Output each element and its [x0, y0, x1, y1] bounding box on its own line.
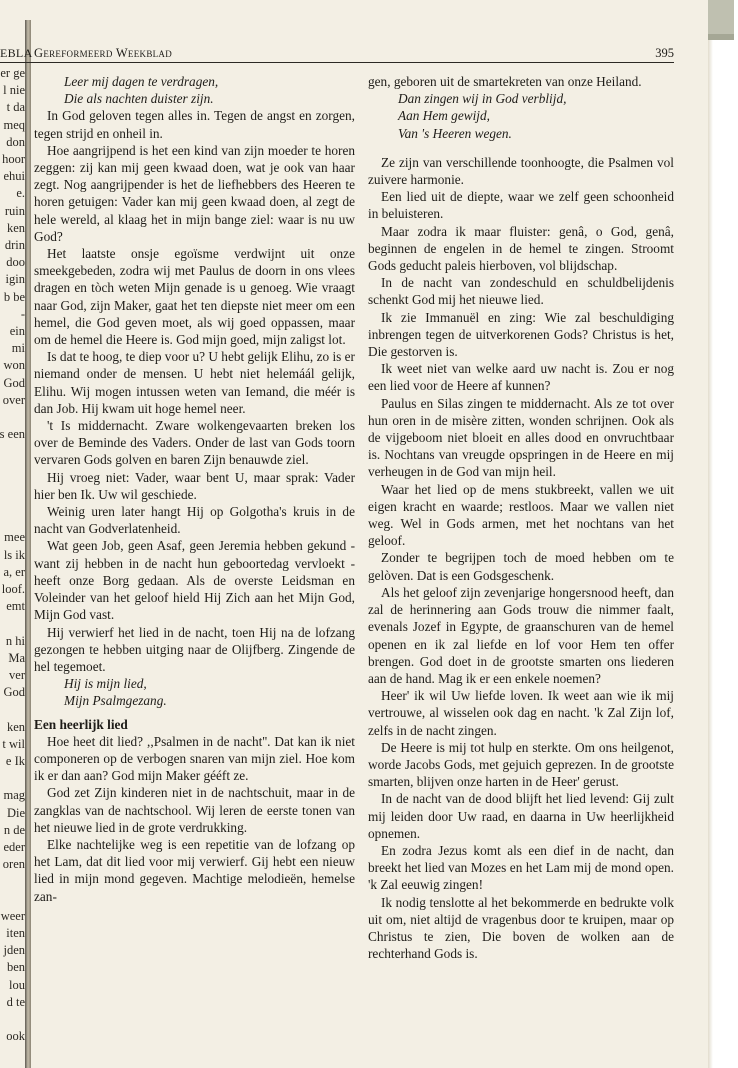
- paragraph: De Heere is mij tot hulp en sterkte. Om ons heilgenot, worde Jacobs Gods, met gejuich geprezen. In de grootste smarten, blijven onze harten in de Heer' gerust.: [368, 739, 674, 790]
- strip-fragment: weer: [0, 908, 25, 923]
- publication-title: Gereformeerd Weekblad: [34, 46, 173, 60]
- strip-fragment: t wil: [2, 736, 25, 751]
- strip-fragment: hoor: [2, 152, 25, 166]
- strip-fragment: t da: [6, 100, 25, 115]
- strip-fragment: er ge: [0, 66, 25, 80]
- paragraph-continuation: gen, geboren uit de smartekreten van onze Heiland.: [368, 74, 642, 89]
- strip-fragment: Ma: [8, 650, 25, 665]
- strip-fragment: God: [3, 375, 25, 390]
- strip-fragment: ben: [6, 960, 25, 975]
- paragraph: Hij verwierf het lied in de nacht, toen Hij na de lofzang gezongen te hebben uitging naar de Olijfberg. Zingende de hel tegemoet.: [34, 624, 355, 674]
- strip-fragment: n de: [3, 822, 25, 837]
- strip-fragment: ehui: [3, 169, 25, 184]
- running-header: [0, 42, 674, 63]
- paragraph: Zonder te begrijpen toch de moed hebben om te gelòven. Dat is een Godsgeschenk.: [368, 550, 674, 583]
- strip-fragment: drin: [4, 238, 25, 252]
- paragraph: Elke nachtelijke weg is een repetitie van de lofzang op het Lam, dat dit lied voor mij verwierf. Gij hebt een nieuw lied in mijn mond gegeven. Machtige melodieën, hemelse zan-: [34, 836, 355, 904]
- strip-fragment: d te: [6, 994, 25, 1009]
- page-number: 395: [655, 46, 674, 60]
- paragraph: Hij vroeg niet: Vader, waar bent U, maar sprak: Vader hier ben Ik. Uw wil geschiede.: [34, 469, 355, 502]
- verse-line: Die als nachten duister zijn.: [64, 91, 214, 107]
- paragraph: Wat geen Job, geen Asaf, geen Jeremia hebben gekund - want zij hebben in de nacht hun geboortedag vervloekt - heeft onze Borg gedaan. Als de overste Leidsman en Voleinder van het geloof hield Hij Zich aan het Mijn God, Mijn God vast.: [34, 538, 355, 623]
- strip-fragment: loof.: [1, 582, 25, 596]
- verse-line: Leer mij dagen te verdragen,: [64, 74, 219, 89]
- verse-2: [34, 675, 355, 709]
- paragraph: Weinig uren later hangt Hij op Golgotha's kruis in de nacht van Godverlatenheid.: [34, 504, 355, 537]
- paragraph: Een lied uit de diepte, waar we zelf geen schoonheid in beluisteren.: [368, 189, 674, 222]
- verse-1: [34, 73, 355, 107]
- strip-fragment: over: [2, 392, 25, 407]
- strip-fragment: ruin: [4, 203, 25, 218]
- strip-fragment: b be: [3, 289, 25, 304]
- paragraph: Maar zodra ik maar fluister: genâ, o God, genâ, beginnen de engelen in de hemel te zingen. Stroomt Gods geducht paleis hierboven, vol blijdschap.: [368, 223, 674, 274]
- strip-fragment: ken: [6, 220, 25, 235]
- strip-fragment: mag: [3, 788, 25, 803]
- paragraph: Het laatste onsje egoïsme verdwijnt uit onze smeekgebeden, zodra wij met Paulus de doorn in ons vlees dragen en tòch weten Mijn genade is u genoeg. Wie vraagt naar God, zijn Maker, gaat het ten diepste niet meer om een hemel, die God geven moet, als wij goed oppassen, maar om de hemel die Heere is. God mijn goed, mijn zaligst lot.: [34, 246, 355, 348]
- strip-fragment: ook: [6, 1029, 25, 1044]
- strip-fragment: iten: [6, 926, 25, 940]
- paragraph: Ze zijn van verschillende toonhoogte, die Psalmen vol zuivere harmonie.: [368, 154, 674, 188]
- strip-fragment: igin: [5, 272, 25, 287]
- strip-fragment: e Ik: [5, 754, 25, 768]
- verse-line: Van 's Heeren wegen.: [398, 125, 512, 141]
- strip-fragment: ein: [9, 324, 25, 338]
- right-column: [368, 73, 674, 962]
- strip-fragment: Die: [6, 805, 25, 820]
- corner-tab: [708, 0, 734, 40]
- strip-fragment: won: [3, 358, 25, 373]
- prev-page-header-fragment: EBLA: [0, 46, 33, 60]
- verse-line: Mijn Psalmgezang.: [64, 693, 167, 709]
- strip-fragment: mi: [11, 341, 25, 356]
- strip-fragment: n hi: [5, 633, 25, 648]
- verse-line: Hij is mijn lied,: [64, 676, 147, 692]
- strip-fragment: mee: [4, 530, 25, 545]
- spacer: [368, 142, 674, 154]
- strip-fragment: emt: [6, 599, 25, 614]
- strip-fragment: ls ik: [3, 547, 25, 562]
- paragraph: Hoe heet dit lied? ,,Psalmen in de nacht''. Dat kan ik niet componeren op de verbogen snaren van mijn ziel. Hoe kom ik er dan aan? God mijn Maker gééft ze.: [34, 733, 355, 784]
- verse-3: [368, 90, 674, 142]
- paragraph: Als het geloof zijn zevenjarige hongersnood heeft, dan zal de herinnering aan Gods trouw die nimmer faalt, evenals Jozef in Egypte, de graanschuren van de hemel openen en ik zal liefde en lof voor Hem ten offer brengen. God doet in de grootste smarten ons liederen aan de hand. Mag ik er een enkele noemen?: [368, 584, 674, 686]
- paragraph: 't Is middernacht. Zware wolkengevaarten breken los over de Beminde des Vaders. Onder de last van Gods toorn vervaren Gods golven en baren Zijn benauwde ziel.: [34, 418, 355, 468]
- strip-fragment: don: [6, 134, 25, 149]
- strip-fragment: doo: [6, 255, 25, 270]
- binding-spine: [25, 20, 31, 1068]
- paragraph: Is dat te hoog, te diep voor u? U hebt gelijk Elihu, zo is er niemand onder de mensen. U hebt niet helemáál gelijk, Elihu. Wij mogen intussen weten van Iemand, die méér is dan Job. Hij kwam uit hoge hemel neer.: [34, 349, 355, 416]
- strip-fragment: ken: [6, 719, 25, 734]
- strip-fragment: oren: [2, 857, 25, 872]
- paragraph: Heer' ik wil Uw liefde loven. Ik weet aan wie ik mij vertrouwe, al wisselen ook dag en nacht. 'k Zal Zijn lof, zelfs in de nacht zingen.: [368, 688, 674, 738]
- section-heading: Een heerlijk lied: [34, 716, 128, 732]
- strip-fragment: s een: [0, 427, 25, 442]
- strip-fragment: a, er: [3, 564, 25, 579]
- page-edge: [708, 0, 713, 1068]
- strip-fragment: e.: [16, 186, 25, 201]
- previous-page-strip: [0, 36, 25, 1044]
- strip-fragment: -: [20, 306, 25, 321]
- verse-line: Dan zingen wij in God verblijd,: [398, 91, 567, 107]
- strip-fragment: God: [3, 685, 25, 700]
- paragraph: Hoe aangrijpend is het een kind van zijn moeder te horen zeggen: zij kan mij geen kwaad doen, wat je ook van haar zegt. Nog aangrijpender is het de liefhebbers des Heeren te horen getuigen: Vader kan mij geen kwaad doen, al zegt de hele wereld, al klaag het in mijn bange ziel: waar is nu uw God?: [34, 142, 355, 244]
- strip-fragment: meq: [3, 117, 25, 132]
- paragraph: En zodra Jezus komt als een dief in de nacht, dan breekt het lied van Mozes en het Lam mij de mond open. 'k Zal eeuwig zingen!: [368, 842, 674, 893]
- strip-fragment: lou: [9, 977, 25, 992]
- paragraph: Waar het lied op de mens stukbreekt, vallen we uit eigen kracht en waarde; restloos. Maar we vallen niet weg. Wel in Gods armen, met het nochtans van het geloof.: [368, 481, 674, 549]
- strip-fragment: l nie: [3, 83, 25, 98]
- paragraph: Paulus en Silas zingen te middernacht. Als ze tot over hun oren in de misère zitten, wonden schrijnen. Ook als de vijgeboom niet bloeit en alles dood en onvruchtbaar is. Nochtans van vreugde opspringen in de Heere en mij verheugen in de God van mijn heil.: [368, 395, 674, 480]
- paragraph: In God geloven tegen alles in. Tegen de angst en zorgen, tegen strijd en onheil in.: [34, 108, 355, 141]
- strip-fragment: ver: [9, 668, 25, 682]
- paragraph: Ik nodig tenslotte al het bekommerde en bedrukte volk uit om, niet altijd de vragenbus door te kruipen, maar op Christus te zien, Die boven de wolken aan de rechterhand Gods is.: [368, 894, 674, 962]
- paragraph: Ik weet niet van welke aard uw nacht is. Zou er nog een lied voor de Heere af kunnen?: [368, 361, 674, 394]
- left-column: [34, 73, 355, 905]
- paragraph: Ik zie Immanuël en zing: Wie zal beschuldiging inbrengen tegen de uitverkorenen Gods? Christus is het, Die gestorven is.: [368, 309, 674, 360]
- strip-fragment: jden: [3, 943, 25, 958]
- paragraph: God zet Zijn kinderen niet in de nachtschuit, maar in de zangklas van de nachtschool. Wij leren de eerste tonen van het nieuwe lied in de grote verdrukking.: [34, 785, 355, 835]
- verse-line: Aan Hem gewijd,: [398, 108, 490, 124]
- strip-fragment: eder: [3, 840, 25, 854]
- paragraph: In de nacht van de dood blijft het lied levend: Gij zult mij leiden door Uw raad, en daarna in Uw heerlijkheid opnemen.: [368, 791, 674, 841]
- paragraph: In de nacht van zondeschuld en schuldbelijdenis schenkt God mij het nieuwe lied.: [368, 275, 674, 308]
